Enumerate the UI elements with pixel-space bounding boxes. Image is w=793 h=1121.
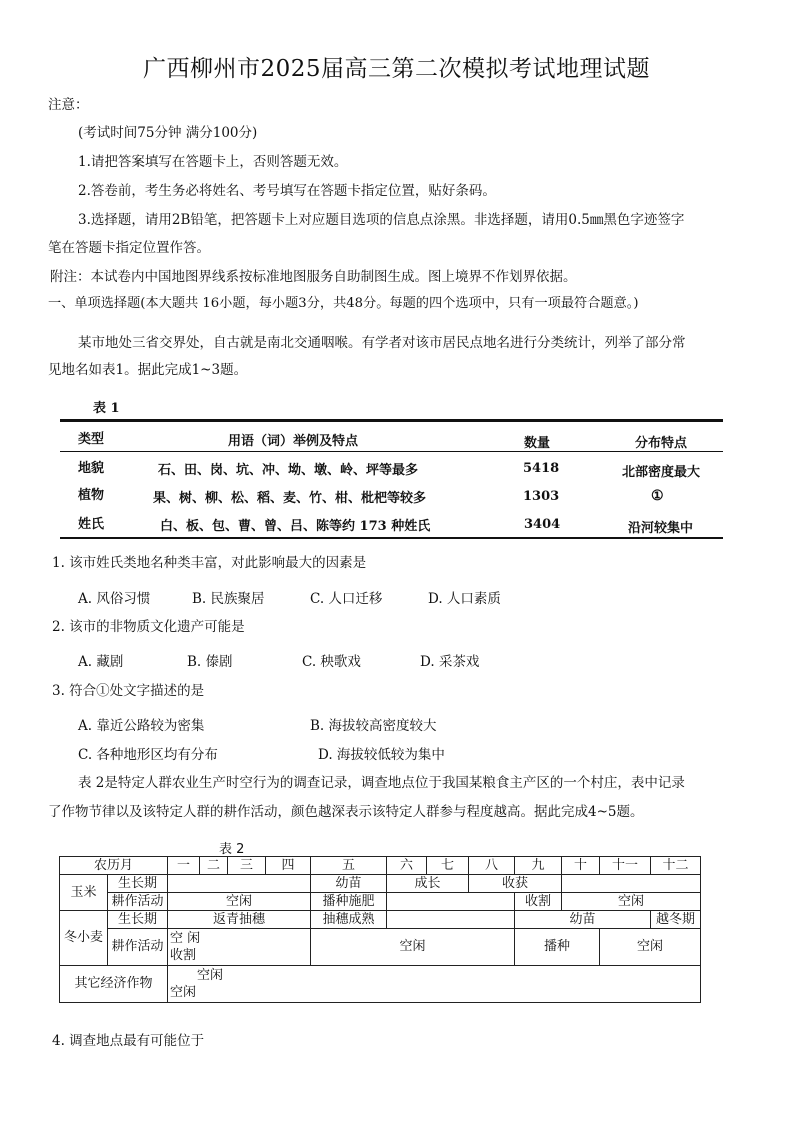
table2-month: 六	[387, 857, 427, 875]
table-row	[60, 911, 701, 929]
question-3-option-a[interactable]: A. 靠近公路较为密集	[78, 718, 205, 734]
question-1-stem: 1. 该市姓氏类地名种类丰富，对此影响最大的因素是	[52, 555, 367, 571]
table2-month: 十一	[600, 857, 651, 875]
table2-cell: 空闲	[168, 893, 311, 911]
table2-month: 一	[168, 857, 200, 875]
table1-cell: 5418	[523, 461, 560, 476]
table2-cell-text: 收割	[170, 948, 197, 963]
table1-cell-marker: ①	[651, 488, 664, 504]
table2-month: 十二	[651, 857, 701, 875]
passage2-line-2: 了作物节律以及该特定人群的耕作活动，颜色越深表示该特定人群参与程度越高。据此完成4~5题。	[48, 804, 644, 820]
table1-header-type: 类型	[78, 432, 105, 447]
table1-cell: 姓氏	[78, 517, 105, 532]
table1-header-count: 数量	[524, 436, 551, 451]
question-2-option-b[interactable]: B. 傣剧	[187, 654, 233, 670]
table-row	[60, 966, 701, 1003]
table2-cell: 收获	[469, 875, 562, 893]
table2-cell: 幼苗	[311, 875, 387, 893]
table2-cell: 播种施肥	[311, 893, 387, 911]
notice-item-1: 1.请把答案填写在答题卡上，否则答题无效。	[78, 154, 348, 170]
table-row	[60, 929, 701, 966]
table2-month: 二	[200, 857, 228, 875]
question-2-option-a[interactable]: A. 藏剧	[78, 654, 124, 670]
notice-item-3: 3.选择题，请用2B铅笔，把答题卡上对应题目选项的信息点涂黑。非选择题，请用0.5㎜黑色字迹签字	[78, 212, 685, 228]
table1-cell: 1303	[523, 489, 560, 504]
table2-cell: 空闲	[600, 929, 701, 966]
table2-month-header: 农历月	[60, 857, 168, 875]
table2	[59, 856, 701, 1003]
table2-month: 五	[311, 857, 387, 875]
table2-cell-text: 空闲	[170, 985, 197, 1000]
table2-month: 九	[515, 857, 562, 875]
table1-header-distribution: 分布特点	[635, 436, 688, 451]
question-1-option-d[interactable]: D. 人口素质	[428, 591, 501, 607]
table2-month: 四	[266, 857, 311, 875]
table2-cell	[168, 966, 701, 1003]
question-3-option-c[interactable]: C. 各种地形区均有分布	[78, 747, 218, 763]
notice-heading: 注意：	[48, 97, 89, 113]
table2-cell-text: 空 闲	[170, 931, 201, 946]
table2-cell	[168, 929, 311, 966]
table2-cell: 空闲	[562, 893, 701, 911]
question-1-option-a[interactable]: A. 风俗习惯	[78, 591, 151, 607]
question-2-option-c[interactable]: C. 秧歌戏	[302, 654, 361, 670]
question-4-stem: 4. 调查地点最有可能位于	[52, 1033, 205, 1049]
table2-crop-wheat: 冬小麦	[60, 911, 108, 966]
table2-month: 八	[469, 857, 515, 875]
table2-cell: 抽穗成熟	[311, 911, 387, 929]
table1-cell: 石、田、岗、坑、冲、坳、墩、岭、坪等最多	[158, 463, 419, 478]
notice-time: (考试时间75分钟 满分100分)	[78, 125, 258, 141]
table2-month: 三	[228, 857, 266, 875]
notice-item-3-cont: 笔在答题卡指定位置作答。	[48, 240, 210, 256]
table2-cell-empty	[168, 875, 311, 893]
table-row	[60, 857, 701, 875]
question-3-stem: 3. 符合①处文字描述的是	[52, 683, 205, 699]
notice-appendix: 附注：本试卷内中国地图界线系按标准地图服务自助制图生成。图上境界不作划界依据。	[50, 269, 577, 285]
table2-cell: 越冬期	[651, 911, 701, 929]
table2-row-label: 耕作活动	[108, 929, 168, 966]
table2-crop-corn: 玉米	[60, 875, 108, 911]
notice-item-2: 2.答卷前，考生务必将姓名、考号填写在答题卡指定位置，贴好条码。	[78, 183, 496, 199]
question-2-stem: 2. 该市的非物质文化遗产可能是	[52, 619, 245, 635]
table2-cell-empty	[387, 911, 515, 929]
table2-cell-text: 空闲	[197, 968, 224, 983]
passage2-line-1: 表 2是特定人群农业生产时空行为的调查记录，调查地点位于我国某粮食主产区的一个村庄，表中记录	[78, 775, 685, 791]
table2-cell: 返青抽穗	[168, 911, 311, 929]
table2-month: 七	[427, 857, 469, 875]
table1-cell: 3404	[524, 517, 561, 532]
table1-cell: 北部密度最大	[622, 465, 701, 480]
passage1-line-1: 某市地处三省交界处，自古就是南北交通咽喉。有学者对该市居民点地名进行分类统计，列举了部分常	[78, 335, 686, 351]
table1-caption: 表 1	[93, 401, 120, 416]
table2-caption: 表 2	[219, 842, 245, 857]
passage1-line-2: 见地名如表1。据此完成1~3题。	[48, 362, 248, 378]
table2-cell-empty	[387, 893, 515, 911]
table2-cell: 成长	[387, 875, 469, 893]
table2-cell-empty	[562, 875, 701, 893]
table2-cell: 收割	[515, 893, 562, 911]
table1-cell: 白、板、包、曹、曾、吕、陈等约 173 种姓氏	[160, 519, 431, 534]
question-3-option-d[interactable]: D. 海拔较低较为集中	[318, 747, 445, 763]
table2-month: 十	[562, 857, 600, 875]
table2-cell: 空闲	[311, 929, 515, 966]
table2-cell: 幼苗	[515, 911, 651, 929]
table-row	[60, 893, 701, 911]
table2-cell: 播种	[515, 929, 600, 966]
table1-top-rule	[60, 419, 723, 422]
question-1-option-c[interactable]: C. 人口迁移	[310, 591, 383, 607]
table1-mid-rule	[60, 451, 723, 452]
page-title: 广西柳州市2025届高三第二次模拟考试地理试题	[142, 56, 651, 82]
table1-cell: 果、树、柳、松、稻、麦、竹、柑、枇杷等较多	[153, 491, 427, 506]
question-3-option-b[interactable]: B. 海拔较高密度较大	[310, 718, 437, 734]
question-1-option-b[interactable]: B. 民族聚居	[192, 591, 265, 607]
table1-cell: 地貌	[78, 461, 105, 476]
table2-row-label: 耕作活动	[108, 893, 168, 911]
table2-other-crops: 其它经济作物	[60, 966, 168, 1003]
table1-header-example: 用语（词）举例及特点	[228, 434, 359, 449]
table1-bottom-rule	[60, 537, 723, 539]
table2-row-label: 生长期	[108, 875, 168, 893]
question-2-option-d[interactable]: D. 采茶戏	[420, 654, 480, 670]
table1-cell: 沿河较集中	[628, 521, 694, 536]
section-heading: 一、单项选择题(本大题共 16小题，每小题3分，共48分。每题的四个选项中，只有一项最符合题意。)	[48, 296, 639, 311]
table2-row-label: 生长期	[108, 911, 168, 929]
table1-cell: 植物	[78, 488, 105, 503]
table-row	[60, 875, 701, 893]
